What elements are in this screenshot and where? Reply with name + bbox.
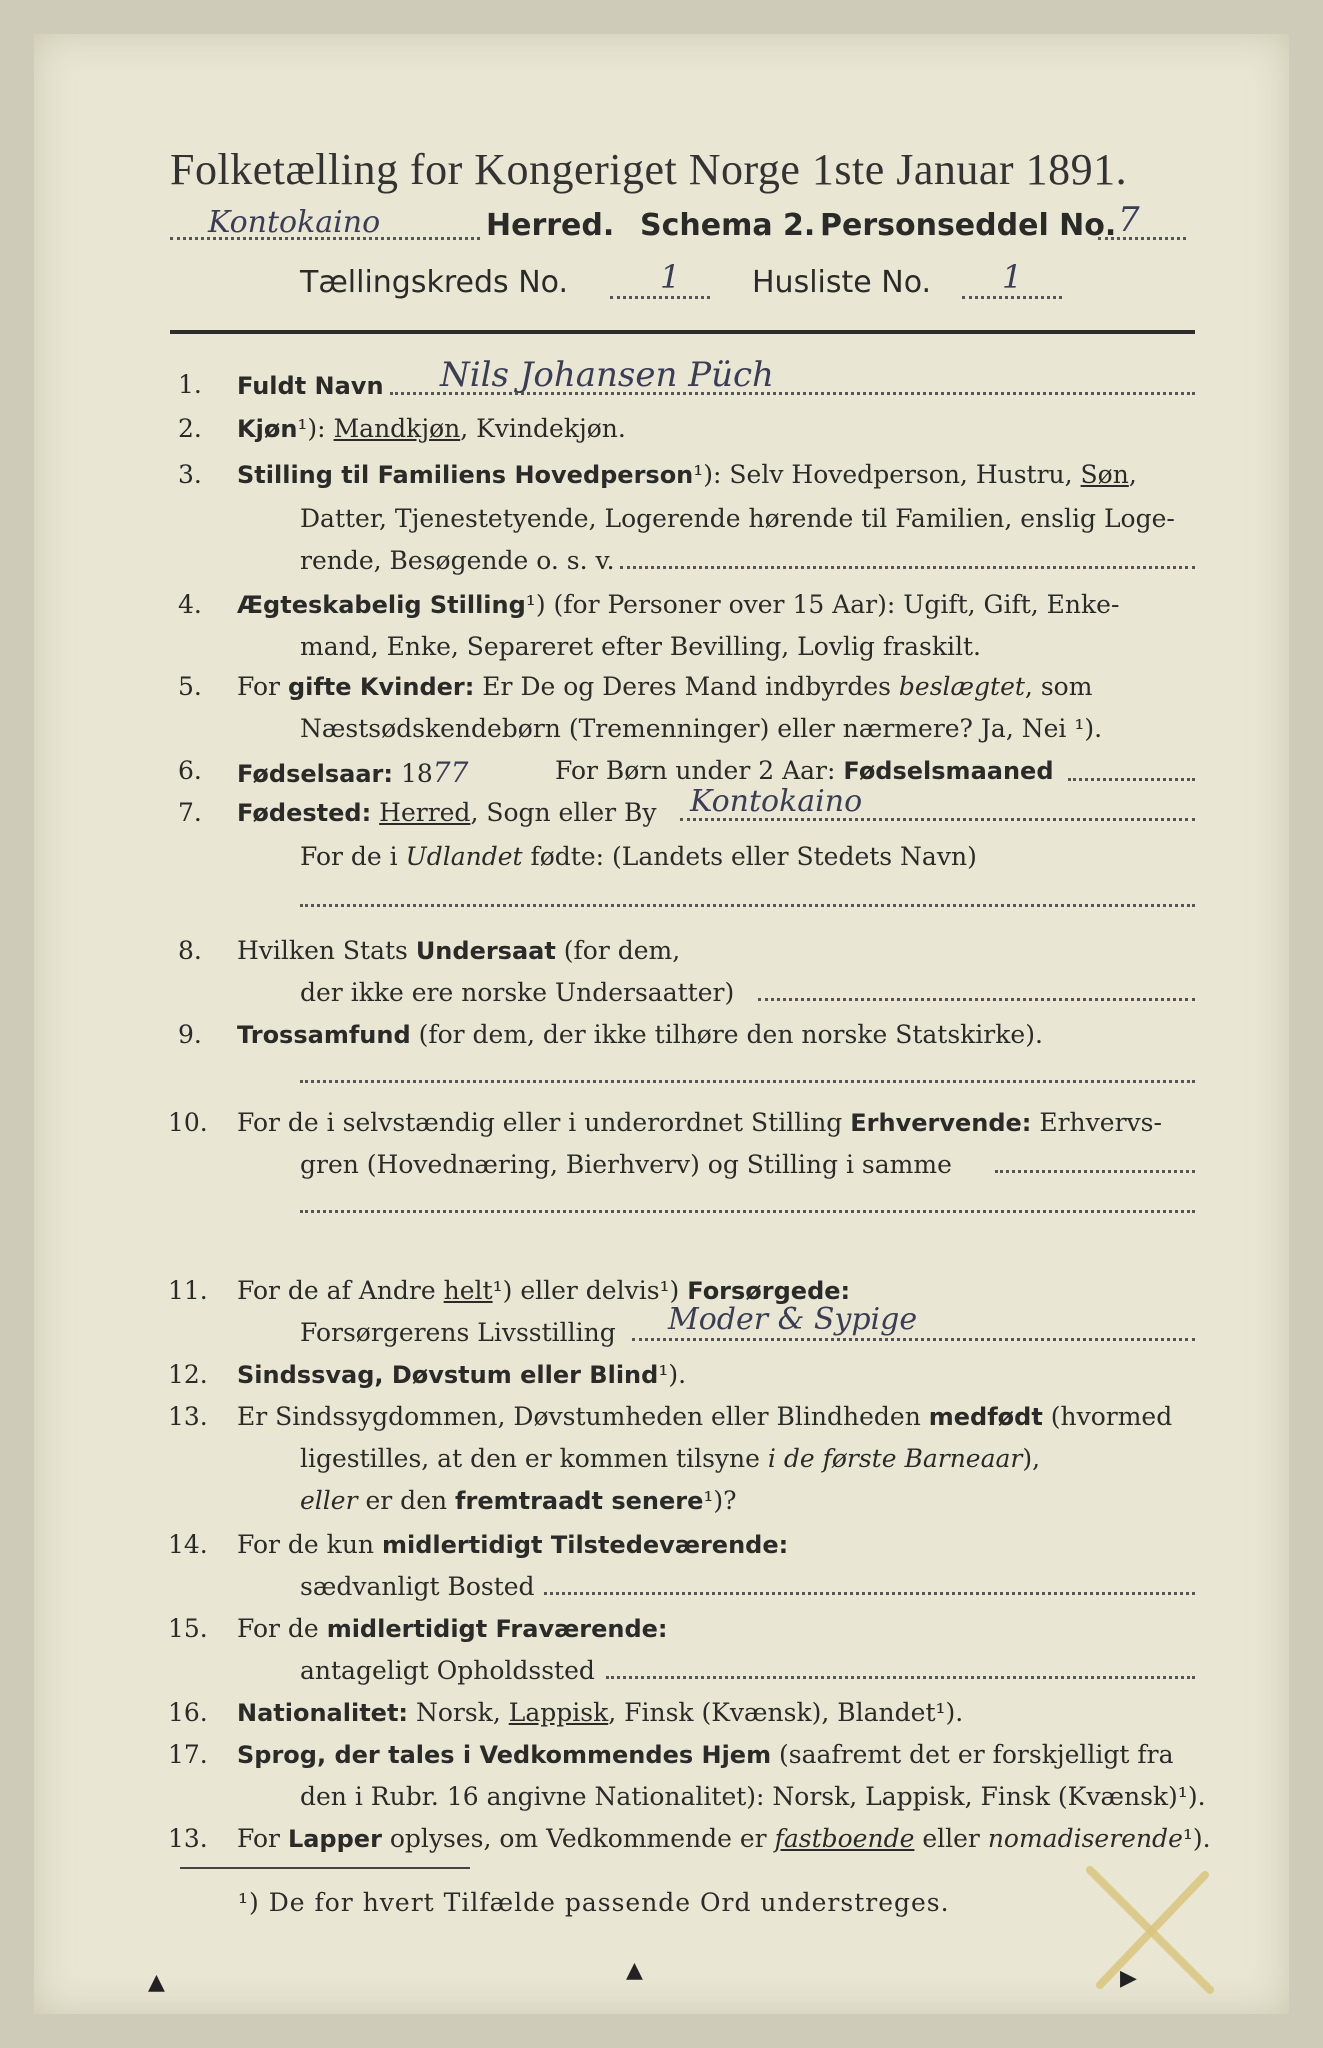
item-5-line1: Er De og Deres Mand indbyrdes — [474, 672, 899, 701]
item-8-line1: (for dem, — [555, 936, 681, 965]
item-1-value: Nils Johansen Püch — [440, 355, 774, 395]
item-7-label: Fødested: — [237, 799, 372, 827]
header-rule — [170, 330, 1195, 334]
item-18-option-nomadiserende: nomadiserende — [987, 1824, 1183, 1853]
taellingskreds-label: Tællingskreds No. — [300, 265, 568, 300]
item-1-label: Fuldt Navn — [237, 372, 384, 400]
item-7-value: Kontokaino — [690, 784, 863, 819]
item-17-label: Sprog, der tales i Vedkommendes Hjem — [237, 1741, 772, 1769]
item-9-number: 9. — [178, 1020, 202, 1049]
personseddel-dotline — [1098, 237, 1186, 240]
item-16-rest2: , Finsk (Kvænsk), Blandet¹). — [608, 1698, 964, 1727]
item-13-label: medfødt — [928, 1403, 1043, 1431]
item-6-year-prefix: 18 — [400, 759, 433, 788]
item-9-label: Trossamfund — [237, 1021, 411, 1049]
item-10-number: 10. — [168, 1108, 208, 1137]
item-11-pre: For de af Andre — [237, 1276, 444, 1305]
item-5-label: gifte Kvinder: — [287, 673, 475, 701]
item-7-line2-pre: For de i — [300, 842, 406, 871]
item-13-label2: fremtraadt senere — [455, 1487, 704, 1515]
item-13-line1: Er Sindssygdommen, Døvstumheden eller Blindheden — [237, 1402, 929, 1431]
item-6-label: Fødselsaar: — [237, 760, 393, 788]
herred-value: Kontokaino — [208, 205, 381, 240]
footnote-rule — [180, 1867, 470, 1869]
husliste-dotline — [962, 296, 1062, 299]
item-4-number: 4. — [178, 590, 202, 619]
item-8-dotline — [758, 998, 1195, 1001]
item-5-line1-italic: beslægtet — [898, 672, 1025, 701]
item-10-line1: For de i selvstændig eller i underordnet Stilling — [237, 1108, 851, 1137]
item-9-line1: (for dem, der ikke tilhøre den norske Statskirke). — [410, 1020, 1043, 1049]
item-18-number: 13. — [168, 1824, 208, 1853]
item-11-mid: ¹) eller delvis¹) — [492, 1276, 688, 1305]
item-8-label: Undersaat — [415, 937, 556, 965]
item-10-line2: gren (Hovednæring, Bierhverv) og Stilling i samme — [300, 1150, 952, 1179]
item-10-dotline — [995, 1170, 1195, 1173]
item-1-dotline — [390, 392, 1195, 395]
item-10-dotline-2 — [300, 1210, 1195, 1213]
item-12-number: 12. — [168, 1360, 208, 1389]
item-8-number: 8. — [178, 936, 202, 965]
item-11-dotline — [632, 1338, 1195, 1341]
item-13-line3: er den — [357, 1486, 456, 1515]
item-16-number: 16. — [168, 1698, 208, 1727]
item-17-line2: den i Rubr. 16 angivne Nationalitet): Norsk, Lappisk, Finsk (Kvænsk)¹). — [300, 1782, 1206, 1811]
item-7-dotline — [680, 818, 1195, 821]
item-14-pre: For de kun — [237, 1530, 382, 1559]
item-18-line1: oplyses, om Vedkommende er — [381, 1824, 775, 1853]
taellingskreds-dotline — [610, 296, 710, 299]
item-3-line2: Datter, Tjenestetyende, Logerende hørende til Familien, enslig Loge- — [300, 504, 1175, 533]
center-mark: ▲ — [626, 1958, 643, 1983]
item-15-number: 15. — [168, 1614, 208, 1643]
item-5-number: 5. — [178, 672, 202, 701]
item-3-line3: rende, Besøgende o. s. v. — [300, 546, 615, 575]
husliste-value: 1 — [1002, 258, 1023, 296]
item-7-line2: fødte: (Landets eller Stedets Navn) — [522, 842, 977, 871]
item-6-number: 6. — [178, 756, 202, 785]
item-14-label: midlertidigt Tilstedeværende: — [381, 1531, 789, 1559]
item-3-line1-end: , — [1128, 460, 1137, 489]
pencil-cross-mark — [1080, 1860, 1220, 2000]
form-title: Folketælling for Kongeriget Norge 1ste Januar 1891. — [170, 145, 1128, 194]
item-4-line1: ¹) (for Personer over 15 Aar): Ugift, Gift, Enke- — [525, 590, 1120, 619]
item-8-line2: der ikke ere norske Undersaatter) — [300, 978, 735, 1007]
item-4-label: Ægteskabelig Stilling — [237, 591, 526, 619]
item-2-option-mand: Mandkjøn — [333, 414, 461, 443]
item-3-option-son: Søn — [1080, 460, 1129, 489]
footnote: ¹) De for hvert Tilfælde passende Ord understreges. — [238, 1888, 950, 1917]
item-18-pre: For — [237, 1824, 288, 1853]
item-6-mid: For Børn under 2 Aar: — [555, 756, 844, 785]
personseddel-value: 7 — [1118, 200, 1140, 240]
item-10-label: Erhvervende: — [850, 1109, 1032, 1137]
item-12-end: ¹). — [658, 1360, 687, 1389]
item-18-option-fastboende: fastboende — [774, 1824, 915, 1853]
item-11-option-helt: helt — [443, 1276, 493, 1305]
item-13-number: 13. — [168, 1402, 208, 1431]
item-15-line2: antageligt Opholdssted — [300, 1656, 595, 1685]
item-15-label: midlertidigt Fraværende: — [326, 1615, 668, 1643]
item-7-number: 7. — [178, 798, 202, 827]
item-7-option-herred: Herred — [379, 798, 471, 827]
personseddel-label: Personseddel No. — [820, 208, 1117, 243]
item-13-line1-end: (hvormed — [1042, 1402, 1173, 1431]
item-17-number: 17. — [168, 1740, 208, 1769]
item-1-number: 1. — [178, 370, 202, 399]
item-13-line3-end: ¹)? — [703, 1486, 737, 1515]
item-9-dotline — [300, 1080, 1195, 1083]
item-11-value: Moder & Sypige — [668, 1302, 918, 1337]
item-13-line2: ligestilles, at den er kommen tilsyne — [300, 1444, 768, 1473]
corner-mark-left: ▲ — [148, 1970, 165, 1995]
item-10-line1-end: Erhvervs- — [1031, 1108, 1162, 1137]
item-18-mid: eller — [914, 1824, 988, 1853]
item-2-label: Kjøn — [237, 415, 298, 443]
item-2-sup: ¹): — [297, 414, 326, 443]
item-7-dotline-2 — [300, 904, 1195, 907]
item-14-number: 14. — [168, 1530, 208, 1559]
item-3-dotline — [620, 566, 1195, 569]
item-11-label: Forsørgede: — [687, 1277, 851, 1305]
corner-mark-right: ▶ — [1120, 1966, 1137, 1991]
item-18-end: ¹). — [1182, 1824, 1211, 1853]
item-13-line2-end: ), — [1022, 1444, 1041, 1473]
item-6-label2: Fødselsmaaned — [843, 757, 1054, 785]
item-16-option-lappisk: Lappisk — [508, 1698, 609, 1727]
item-5-line1-end: , som — [1024, 672, 1093, 701]
item-11-line2: Forsørgerens Livsstilling — [300, 1318, 616, 1347]
item-3-line1: ¹): Selv Hovedperson, Hustru, — [693, 460, 1081, 489]
item-8-pre: Hvilken Stats — [237, 936, 416, 965]
item-15-dotline — [606, 1676, 1195, 1679]
herred-dotline — [170, 237, 480, 240]
item-6-year-value: 77 — [432, 756, 469, 789]
schema-label: Schema 2. — [640, 208, 816, 243]
item-14-line2: sædvanligt Bosted — [300, 1572, 535, 1601]
item-12-label: Sindssvag, Døvstum eller Blind — [237, 1361, 659, 1389]
item-16-label: Nationalitet: — [237, 1699, 409, 1727]
item-16-rest1: Norsk, — [408, 1698, 509, 1727]
item-4-line2: mand, Enke, Separeret efter Bevilling, Lovlig fraskilt. — [300, 632, 981, 661]
item-3-label: Stilling til Familiens Hovedperson — [237, 461, 694, 489]
item-7-line2-italic: Udlandet — [405, 842, 523, 871]
item-2-number: 2. — [178, 414, 202, 443]
item-14-dotline — [544, 1592, 1195, 1595]
item-13-line3-italic: eller — [300, 1486, 358, 1515]
item-6-dotline — [1068, 778, 1195, 781]
item-11-number: 11. — [168, 1276, 208, 1305]
herred-label: Herred. — [486, 208, 615, 243]
item-17-line1: (saafremt det er forskjelligt fra — [771, 1740, 1174, 1769]
item-18-label: Lapper — [287, 1825, 382, 1853]
item-5-pre: For — [237, 672, 288, 701]
item-13-line2-italic: i de første Barneaar — [767, 1444, 1023, 1473]
item-5-line2: Næstsødskendebørn (Tremenninger) eller nærmere? Ja, Nei ¹). — [300, 714, 1103, 743]
item-2-option-kvinde: , Kvindekjøn. — [460, 414, 626, 443]
item-3-number: 3. — [178, 460, 202, 489]
husliste-label: Husliste No. — [752, 265, 932, 300]
taellingskreds-value: 1 — [660, 258, 681, 296]
item-15-pre: For de — [237, 1614, 327, 1643]
item-7-rest: , Sogn eller By — [470, 798, 657, 827]
